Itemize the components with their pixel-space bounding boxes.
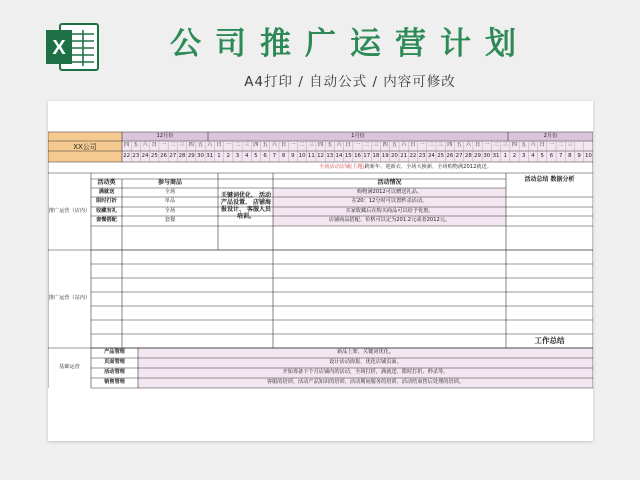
spreadsheet-preview bbox=[48, 101, 593, 441]
activity-detail-cell: 店铺商品搭配、价格可以定为201.2元或者2012元。 bbox=[328, 217, 451, 224]
activity-type-cell: 限时打折 bbox=[96, 198, 117, 205]
page-subtitle: A4打印 / 自动公式 / 内容可修改 bbox=[244, 74, 456, 90]
weekday-cell: 二 bbox=[299, 142, 305, 149]
weekday-cell: 三 bbox=[502, 142, 508, 149]
date-cell: 31 bbox=[492, 153, 500, 160]
date-cell: 31 bbox=[206, 153, 214, 160]
activity-detail-cell: 在20：12分时可以置秒杀活动。 bbox=[351, 198, 428, 205]
date-cell: 25 bbox=[150, 153, 158, 160]
weekday-cell: 六 bbox=[336, 142, 342, 149]
weekday-cell: 一 bbox=[548, 142, 555, 149]
optimization-note: 关键词优化、 活动产品设置、 店铺海报设计、 客服人员培训。 bbox=[220, 192, 272, 220]
weekday-cell: 三 bbox=[373, 142, 379, 149]
date-cell: 16 bbox=[354, 153, 361, 160]
date-cell: 5 bbox=[540, 153, 544, 160]
weekday-cell: 五 bbox=[456, 142, 462, 149]
weekday-cell: 日 bbox=[281, 142, 287, 149]
date-cell: 18 bbox=[372, 153, 380, 160]
weekday-cell: 日 bbox=[410, 142, 416, 149]
base-row-label: 销售管理 bbox=[104, 379, 125, 386]
weekday-cell: 四 bbox=[382, 142, 388, 149]
weekday-cell: 五 bbox=[133, 142, 139, 149]
base-row-detail: 设计活动海报、优化店铺页面。 bbox=[329, 359, 402, 366]
col-header-type: 活动类 bbox=[97, 179, 116, 187]
date-cell: 8 bbox=[568, 153, 572, 160]
date-cell: 4 bbox=[244, 153, 249, 160]
date-cell: 22 bbox=[409, 153, 417, 160]
weekday-cell: 一 bbox=[354, 142, 361, 149]
weekday-cell: 三 bbox=[308, 142, 314, 149]
date-cell: 2 bbox=[226, 153, 230, 160]
base-row-label: 产品管理 bbox=[104, 349, 125, 356]
date-cell: 26 bbox=[160, 153, 167, 160]
date-cell: 2 bbox=[512, 153, 517, 160]
date-cell: 24 bbox=[141, 153, 149, 160]
weekday-cell: 日 bbox=[539, 142, 545, 149]
month-dec: 12月份 bbox=[156, 132, 174, 139]
weekday-cell: 一 bbox=[484, 142, 490, 149]
weekday-cell: 四 bbox=[317, 142, 324, 149]
theme-banner-label: 全场活动店铺(主题) bbox=[319, 163, 365, 170]
weekday-cell: 五 bbox=[262, 142, 268, 149]
date-cell: 3 bbox=[235, 153, 240, 160]
date-cell: 28 bbox=[178, 153, 186, 160]
section-site: 推广运营（站内） bbox=[48, 295, 91, 302]
activity-detail-cell: 购物满2012可以赠送礼品。 bbox=[356, 188, 423, 195]
weekday-cell: 四 bbox=[253, 142, 259, 149]
weekday-cell: 六 bbox=[465, 142, 471, 149]
date-cell: 29 bbox=[187, 153, 195, 160]
weekday-cell: 日 bbox=[151, 142, 157, 149]
weekday-cell: 一 bbox=[160, 142, 167, 149]
goods-cell: 套餐 bbox=[164, 217, 176, 224]
date-cell: 22 bbox=[123, 153, 131, 160]
date-cell: 10 bbox=[298, 153, 306, 160]
date-cell: 5 bbox=[254, 153, 258, 160]
date-cell: 1 bbox=[503, 153, 507, 160]
weekday-cell: 日 bbox=[216, 142, 222, 149]
date-cell: 8 bbox=[281, 153, 286, 160]
weekday-cell: 二 bbox=[170, 142, 176, 149]
date-cell: 10 bbox=[584, 153, 592, 160]
date-cell: 3 bbox=[522, 153, 526, 160]
date-cell: 29 bbox=[474, 153, 481, 160]
weekday-cell: 五 bbox=[327, 142, 333, 149]
date-cell: 27 bbox=[455, 153, 463, 160]
col-header-detail: 活动情况 bbox=[377, 179, 402, 187]
activity-detail-cell: 买家收藏后在购买商品可以给予优惠。 bbox=[345, 207, 434, 214]
date-cell: 11 bbox=[307, 153, 315, 160]
excel-icon-letter: X bbox=[52, 37, 66, 59]
weekday-cell: 一 bbox=[290, 142, 296, 149]
excel-icon bbox=[42, 22, 102, 72]
weekday-cell: 三 bbox=[244, 142, 250, 149]
date-cell: 17 bbox=[363, 153, 371, 160]
col-header-goods: 参与商品 bbox=[157, 179, 182, 187]
weekday-cell: 六 bbox=[142, 142, 148, 149]
date-cell: 14 bbox=[335, 153, 343, 160]
date-cell: 24 bbox=[427, 153, 435, 160]
company-cell: XX公司 bbox=[73, 142, 97, 151]
date-cell: 13 bbox=[326, 153, 334, 160]
goods-cell: 全场 bbox=[164, 188, 176, 195]
theme-banner-text: 跨新年、迎新衣、全场大换新、全场购物满2012就送。 bbox=[364, 163, 492, 170]
date-cell: 4 bbox=[531, 153, 535, 160]
date-cell: 9 bbox=[577, 153, 581, 160]
base-row-detail: 客服的培训、活动产品知识的培训、活动期间服务的培训、活动结束售后处理的培训。 bbox=[266, 379, 465, 386]
weekday-cell bbox=[584, 141, 593, 151]
weekday-cell: 三 bbox=[179, 142, 185, 149]
page-title: 公司推广运营计划 bbox=[170, 26, 530, 62]
summary-analysis-label: 活动总结 数据分析 bbox=[524, 176, 575, 184]
weekday-cell: 二 bbox=[364, 142, 370, 149]
theme-banner bbox=[218, 162, 593, 173]
goods-cell: 全场 bbox=[164, 207, 176, 214]
date-cell: 26 bbox=[446, 153, 454, 160]
weekday-cell: 日 bbox=[345, 142, 351, 149]
date-cell: 6 bbox=[549, 153, 554, 160]
weekday-cell: 四 bbox=[447, 142, 453, 149]
date-cell: 9 bbox=[291, 153, 295, 160]
month-jan: 1月份 bbox=[351, 132, 365, 139]
weekday-cell bbox=[575, 141, 584, 151]
weekday-cell: 四 bbox=[124, 142, 130, 149]
weekday-cell: 六 bbox=[207, 142, 213, 149]
weekday-cell: 六 bbox=[271, 142, 277, 149]
date-cell: 25 bbox=[437, 153, 445, 160]
weekday-cell: 二 bbox=[428, 142, 434, 149]
activity-type-cell: 套餐搭配 bbox=[96, 217, 117, 224]
base-row-detail: 开始筹备下个月店铺内的活动，全场打折，满就送、限时打折、秒杀等。 bbox=[282, 369, 449, 376]
date-cell: 30 bbox=[197, 153, 204, 160]
date-cell: 21 bbox=[400, 153, 408, 160]
weekday-cell: 五 bbox=[197, 142, 204, 149]
goods-cell: 单品 bbox=[164, 198, 176, 205]
date-cell: 1 bbox=[217, 153, 221, 160]
date-cell: 28 bbox=[464, 153, 472, 160]
date-cell: 15 bbox=[344, 153, 352, 160]
base-row-label: 活动管理 bbox=[104, 369, 125, 376]
date-cell: 20 bbox=[391, 153, 398, 160]
weekday-cell: 四 bbox=[188, 142, 194, 149]
date-cell: 7 bbox=[558, 153, 563, 160]
activity-type-cell: 收藏有礼 bbox=[96, 207, 117, 214]
weekday-cell: 三 bbox=[567, 142, 573, 149]
date-cell: 23 bbox=[418, 153, 426, 160]
activity-type-cell: 满就送 bbox=[98, 188, 115, 195]
date-cell: 12 bbox=[317, 153, 324, 160]
weekday-cell: 三 bbox=[438, 142, 444, 149]
weekday-cell: 二 bbox=[558, 142, 564, 149]
weekday-cell: 五 bbox=[391, 142, 398, 149]
date-cell: 23 bbox=[132, 153, 140, 160]
month-feb: 2月份 bbox=[543, 132, 558, 139]
date-cell: 27 bbox=[169, 153, 177, 160]
weekday-cell: 一 bbox=[419, 142, 425, 149]
section-store: 推广运营（店内） bbox=[48, 207, 91, 214]
weekday-cell: 六 bbox=[401, 142, 407, 149]
base-row-label: 页面管理 bbox=[104, 359, 125, 366]
date-cell: 19 bbox=[381, 153, 389, 160]
page-header bbox=[0, 0, 640, 98]
weekday-cell: 六 bbox=[530, 142, 536, 149]
date-cell: 30 bbox=[483, 153, 491, 160]
weekday-cell: 二 bbox=[493, 142, 499, 149]
date-cell: 7 bbox=[272, 153, 277, 160]
weekday-cell: 四 bbox=[511, 142, 518, 149]
weekday-cell: 日 bbox=[474, 142, 481, 149]
work-summary-label: 工作总结 bbox=[534, 335, 565, 345]
weekday-cell: 一 bbox=[225, 142, 231, 149]
weekday-cell: 二 bbox=[234, 142, 241, 149]
section-base: 基础运营 bbox=[59, 364, 80, 371]
weekday-cell: 五 bbox=[521, 142, 527, 149]
date-cell: 6 bbox=[263, 153, 267, 160]
base-row-detail: 新品上架、关键词优化。 bbox=[336, 349, 395, 356]
